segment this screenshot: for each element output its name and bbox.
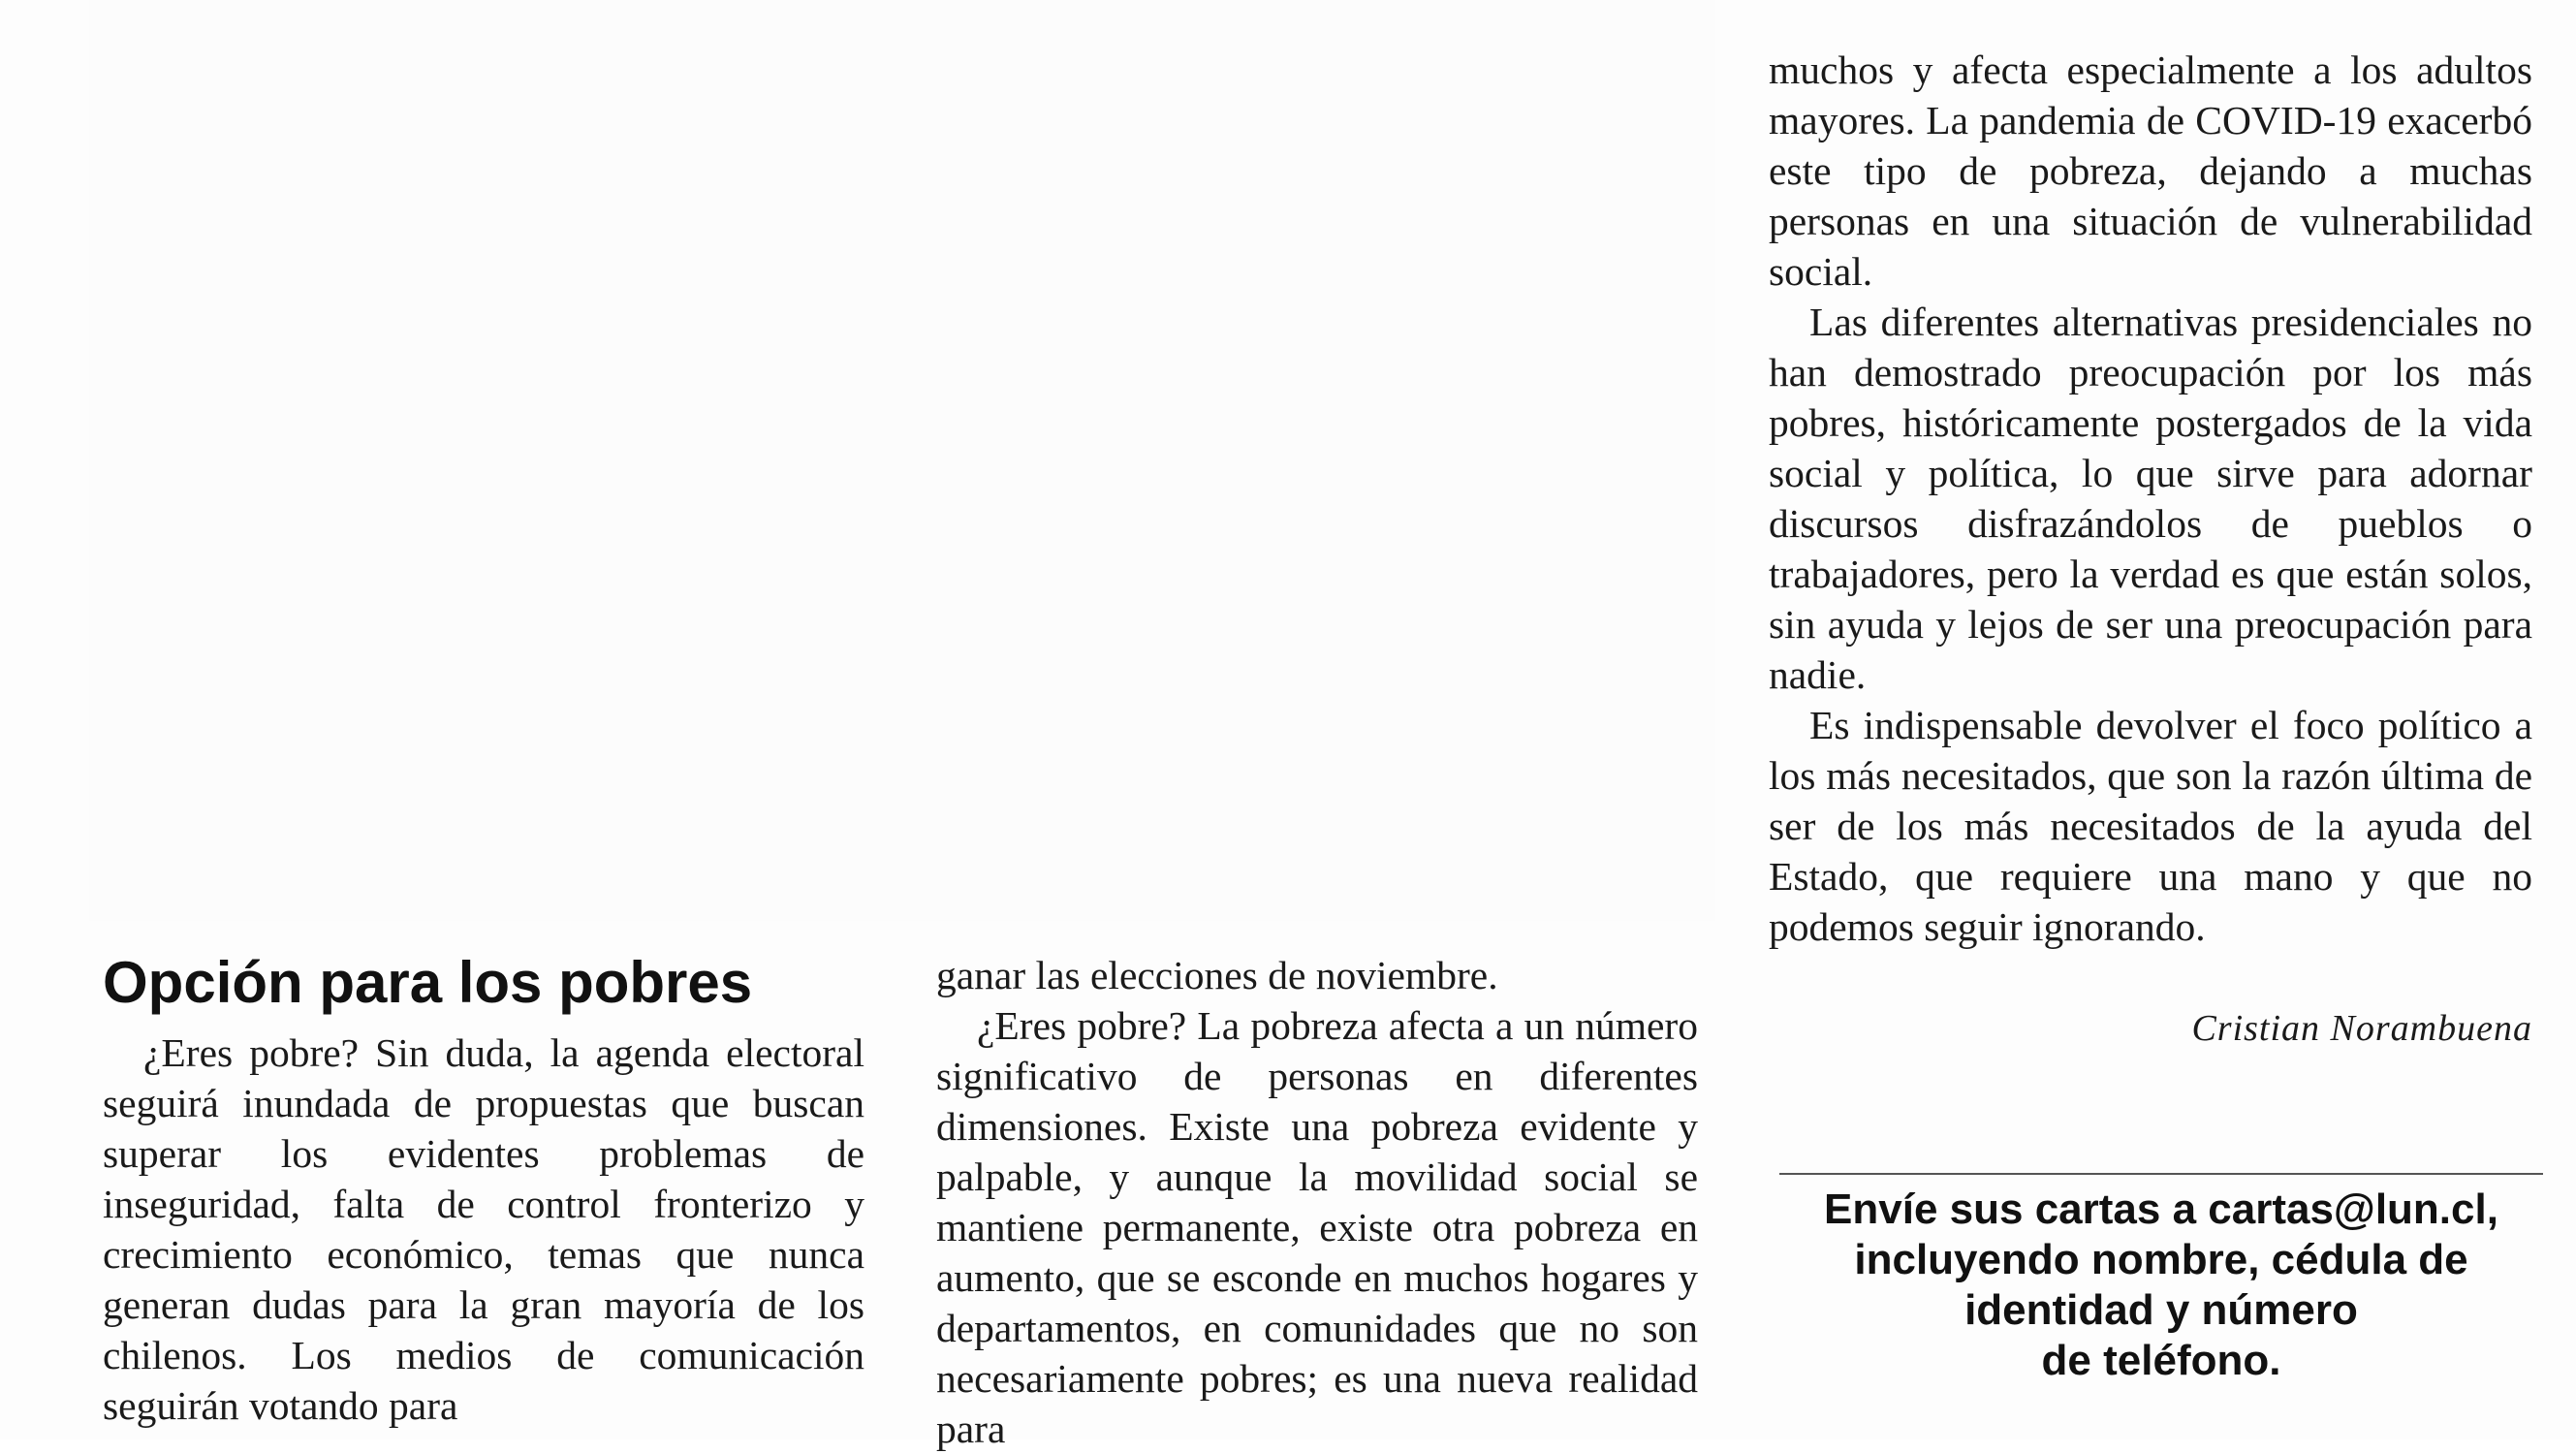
contact-line: de teléfono.	[2041, 1337, 2281, 1384]
paragraph: ganar las elecciones de noviembre.	[936, 953, 1498, 997]
image-placeholder-area	[89, 0, 1715, 921]
article-headline: Opción para los pobres	[103, 950, 753, 1015]
article-column-1	[103, 1027, 864, 1431]
letters-contact-notice	[1779, 1185, 2543, 1386]
paragraph: Las diferentes alternativas presidenciales no han demostrado preocupación por los más pobres, históricamente postergados de la vida social y política, lo que sirve para adornar discursos disfrazándolos de pueblos o trabajadores, pero la verdad es que están solos, sin ayuda y lejos de ser una preocupación para nadie.	[1769, 300, 2532, 697]
paragraph: muchos y afecta especialmente a los adultos mayores. La pandemia de COVID-19 exacerbó este tipo de pobreza, dejando a muchas personas en una situación de vulnerabilidad social.	[1769, 47, 2532, 294]
paragraph: ¿Eres pobre? Sin duda, la agenda electoral seguirá inundada de propuestas que buscan superar los evidentes problemas de inseguridad, falta de control fronterizo y crecimiento económico, temas que nunca generan dudas para la gran mayoría de los chilenos. Los medios de comunicación seguirán votando para	[103, 1030, 864, 1428]
contact-line: Envíe sus cartas a cartas@lun.cl,	[1824, 1185, 2498, 1233]
paragraph: Es indispensable devolver el foco político a los más necesitados, que son la razón última de ser de los más necesitados de la ayuda del Estado, que requiere una mano y que no podemos seguir ignorando.	[1769, 703, 2532, 949]
contact-line: incluyendo nombre, cédula de	[1854, 1236, 2468, 1283]
article-column-3	[1769, 45, 2532, 952]
divider-line	[1779, 1173, 2543, 1175]
paragraph: ¿Eres pobre? La pobreza afecta a un número significativo de personas en diferentes dimensiones. Existe una pobreza evidente y palpable, y aunque la movilidad social se mantiene permanente, existe otra pobreza en aumento, que se esconde en muchos hogares y departamentos, en comunidades que no son necesariamente pobres; es una nueva realidad para	[936, 1003, 1698, 1451]
contact-line: identidad y número	[1964, 1286, 2358, 1334]
author-signature: Cristian Norambuena	[2191, 1008, 2532, 1049]
article-column-2	[936, 950, 1698, 1454]
